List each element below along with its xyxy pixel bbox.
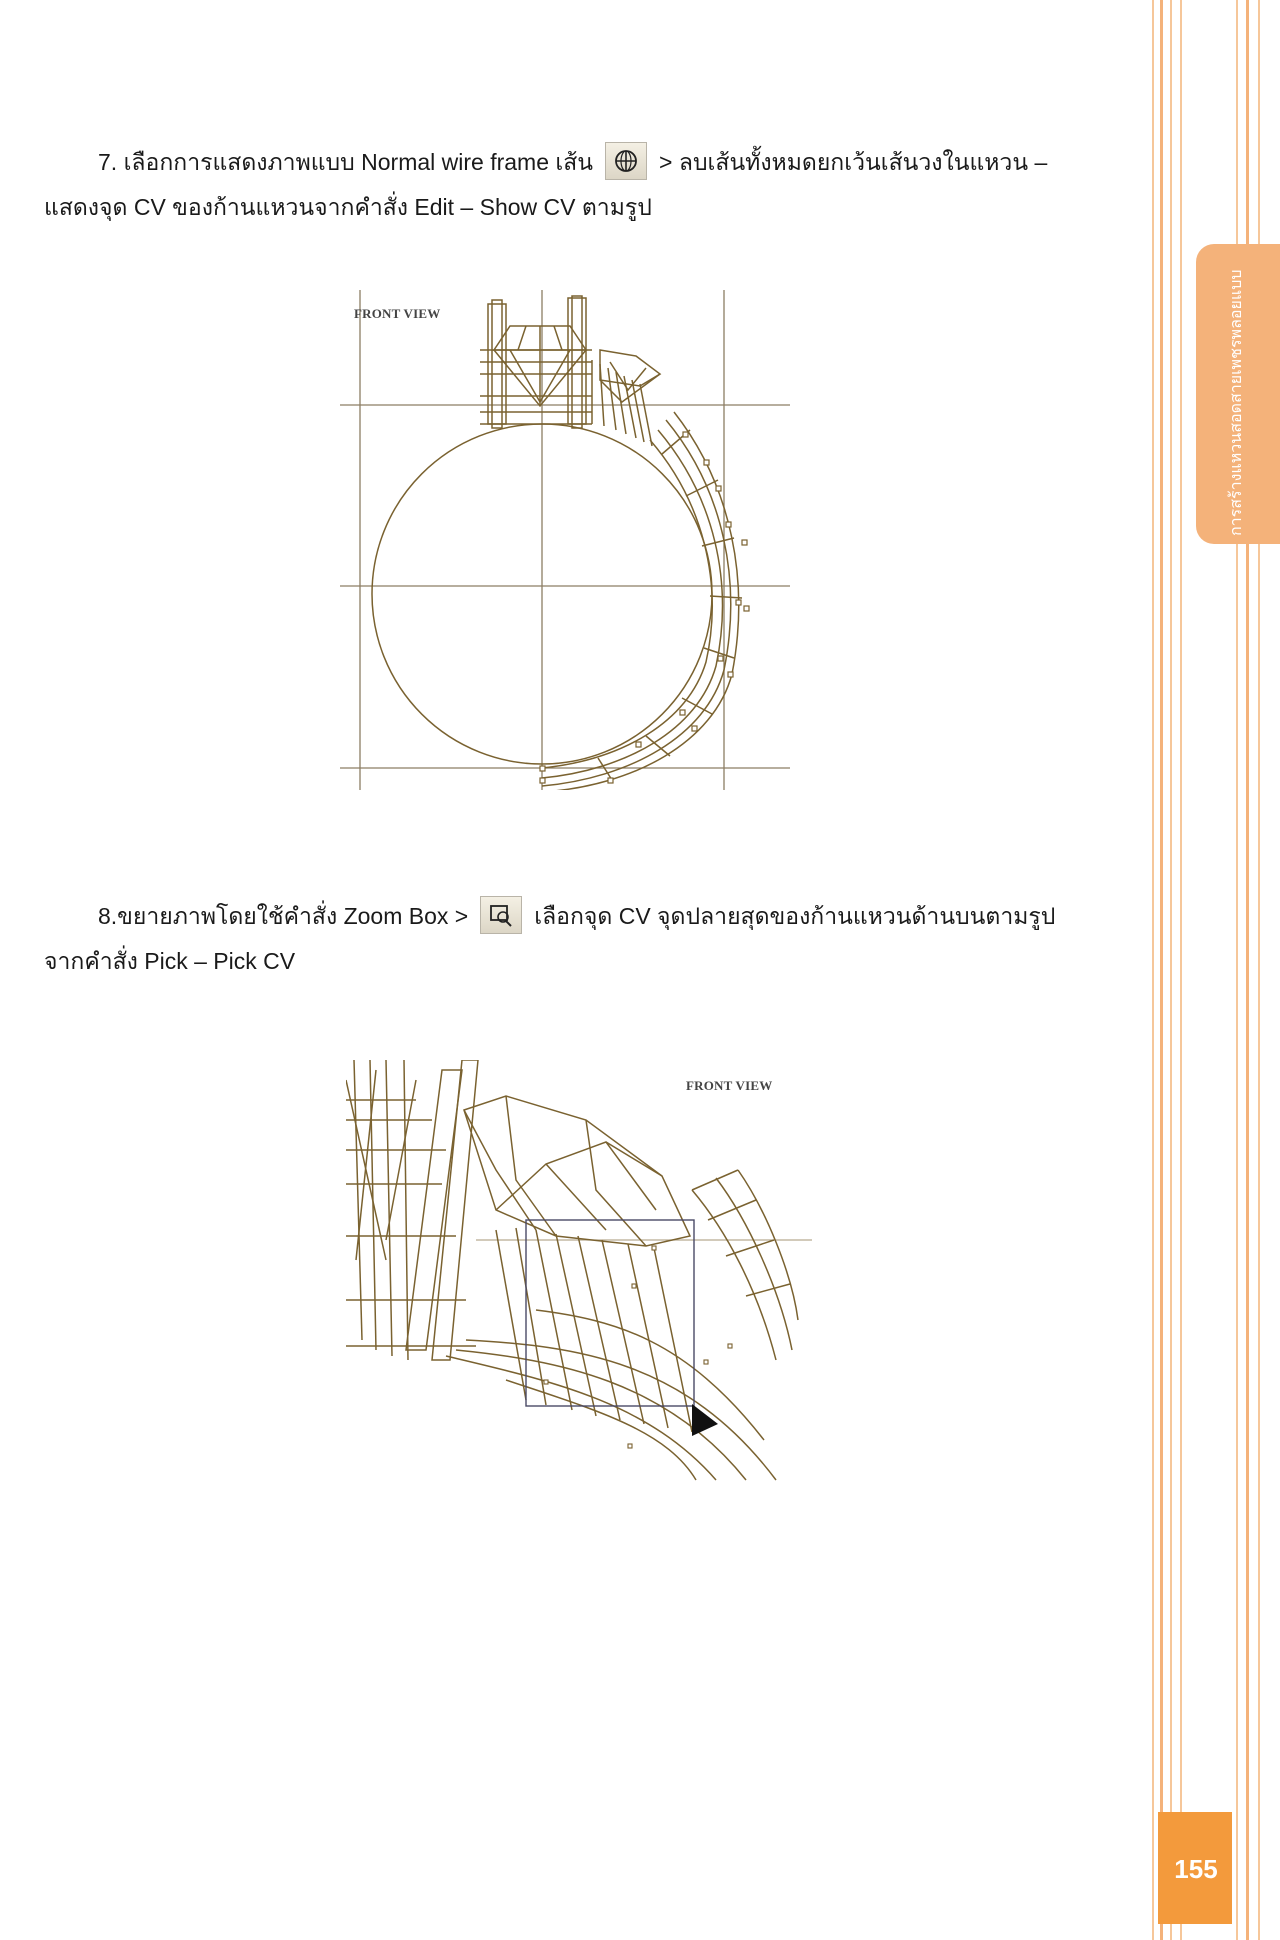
ring-wireframe-front (330, 290, 800, 790)
wireframe-globe-icon (605, 142, 647, 180)
decor-stripe (1160, 0, 1163, 1940)
front-view-figure-1 (330, 290, 800, 790)
step8-text-before: 8.ขยายภาพโดยใช้คำสั่ง Zoom Box > (98, 903, 469, 929)
front-view-label-zoomed: FRONT VIEW (686, 1078, 773, 1093)
chapter-title: การสร้างแหวนสอดสายเพชรพลอยแบบ (1228, 269, 1245, 536)
step8-instruction (44, 894, 1084, 984)
zoom-box-icon (480, 896, 522, 934)
step7-text-before: 7. เลือกการแสดงภาพแบบ Normal wire frame เส้น (98, 149, 594, 175)
front-view-label: FRONT VIEW (354, 306, 441, 321)
step7-instruction (44, 140, 1084, 230)
decor-stripe (1152, 0, 1154, 1940)
decor-stripe (1180, 0, 1182, 1940)
ring-wireframe-zoomed (346, 1060, 816, 1490)
step7-text-after: > ลบเส้นทั้งหมดยกเว้นเส้นวงในแหวน – แสดงจุด CV ของก้านแหวนจากคำสั่ง Edit – Show CV ตามรูป (44, 149, 1048, 220)
page-number: 155 (1174, 1854, 1218, 1884)
front-view-figure-2 (346, 1060, 816, 1490)
decor-stripe (1170, 0, 1172, 1940)
step8-text-after: เลือกจุด CV จุดปลายสุดของก้านแหวนด้านบนตามรูปจากคำสั่ง Pick – Pick CV (44, 903, 1056, 974)
